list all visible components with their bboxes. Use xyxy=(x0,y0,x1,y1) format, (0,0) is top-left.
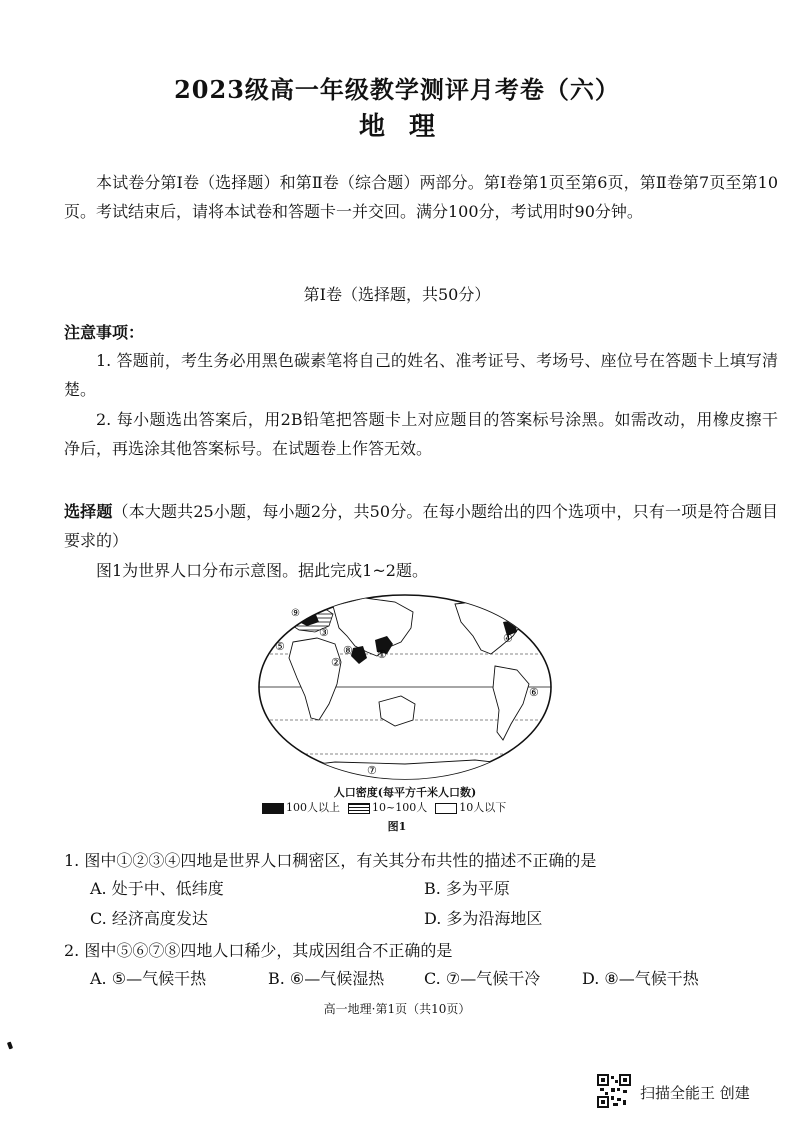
map-marker-4: ④ xyxy=(503,632,513,645)
page-footer: 高一地理·第1页（共10页） xyxy=(323,1002,471,1016)
legend-swatch-dense xyxy=(262,803,284,814)
mc-label: 选择题 xyxy=(64,502,113,521)
map-marker-7: ⑦ xyxy=(367,764,377,777)
figure-caption: 图1 xyxy=(387,820,407,833)
figure-intro: 图1为世界人口分布示意图。据此完成1~2题。 xyxy=(96,561,428,580)
map-marker-3: ③ xyxy=(319,626,329,639)
exam-instructions: 本试卷分第Ⅰ卷（选择题）和第Ⅱ卷（综合题）两部分。第Ⅰ卷第1页至第6页，第Ⅱ卷第7页至第10页。考试结束后，请将本试卷和答题卡一并交回。满分100分，考试用时90分钟。 xyxy=(64,173,778,221)
question-2-option-b: B. ⑥—气候湿热 xyxy=(268,969,385,988)
map-legend xyxy=(262,800,552,814)
section-title: 第Ⅰ卷（选择题，共50分） xyxy=(303,285,491,304)
question-2-option-c: C. ⑦—气候干冷 xyxy=(424,969,541,988)
map-marker-1: ① xyxy=(377,648,387,661)
mc-section-header xyxy=(64,497,778,555)
question-2-stem: 2. 图中⑤⑥⑦⑧四地人口稀少，其成因组合不正确的是 xyxy=(64,941,453,960)
scanner-watermark: 扫描全能王 创建 xyxy=(640,1084,750,1102)
question-2-option-a: A. ⑤—气候干热 xyxy=(90,969,207,988)
map-graphic xyxy=(255,592,555,787)
exam-title: 2023级高一年级教学测评月考卷（六） xyxy=(174,75,620,104)
legend-item-dense: 100人以上 xyxy=(262,799,340,815)
subject-title: 地理 xyxy=(358,112,459,142)
question-1-option-a: A. 处于中、低纬度 xyxy=(90,879,224,898)
note-item: 2. 每小题选出答案后，用2B铅笔把答题卡上对应题目的答案标号涂黑。如需改动，用橡皮擦干净后，再选涂其他答案标号。在试题卷上作答无效。 xyxy=(64,410,778,458)
question-2-option-d: D. ⑧—气候干热 xyxy=(582,969,699,988)
question-1-option-d: D. 多为沿海地区 xyxy=(424,909,543,928)
qr-code-icon xyxy=(597,1074,631,1108)
legend-swatch-low xyxy=(435,803,457,814)
map-marker-6: ⑥ xyxy=(529,686,539,699)
map-marker-5: ⑤ xyxy=(275,640,285,653)
scan-speck xyxy=(7,1042,13,1050)
map-legend-title: 人口密度(每平方千米人口数) xyxy=(333,786,477,799)
map-marker-9: ⑨ xyxy=(291,608,300,619)
map-marker-8: ⑧ xyxy=(343,644,353,657)
notes-heading: 注意事项： xyxy=(64,323,145,342)
mc-description: （本大题共25小题，每小题2分，共50分。在每小题给出的四个选项中，只有一项是符合题目要求的） xyxy=(64,502,778,550)
question-1-stem: 1. 图中①②③④四地是世界人口稠密区，有关其分布共性的描述不正确的是 xyxy=(64,851,597,870)
legend-item-mid: 10~100人 xyxy=(348,799,427,815)
question-1-option-c: C. 经济高度发达 xyxy=(90,909,208,928)
antarctica-landmass xyxy=(255,760,555,787)
legend-item-low: 10人以下 xyxy=(435,799,506,815)
legend-swatch-mid xyxy=(348,803,370,814)
map-marker-2: ② xyxy=(331,656,341,669)
note-item: 1. 答题前，考生务必用黑色碳素笔将自己的姓名、准考证号、考场号、座位号在答题卡上填写清楚。 xyxy=(64,351,778,399)
question-1-option-b: B. 多为平原 xyxy=(424,879,510,898)
